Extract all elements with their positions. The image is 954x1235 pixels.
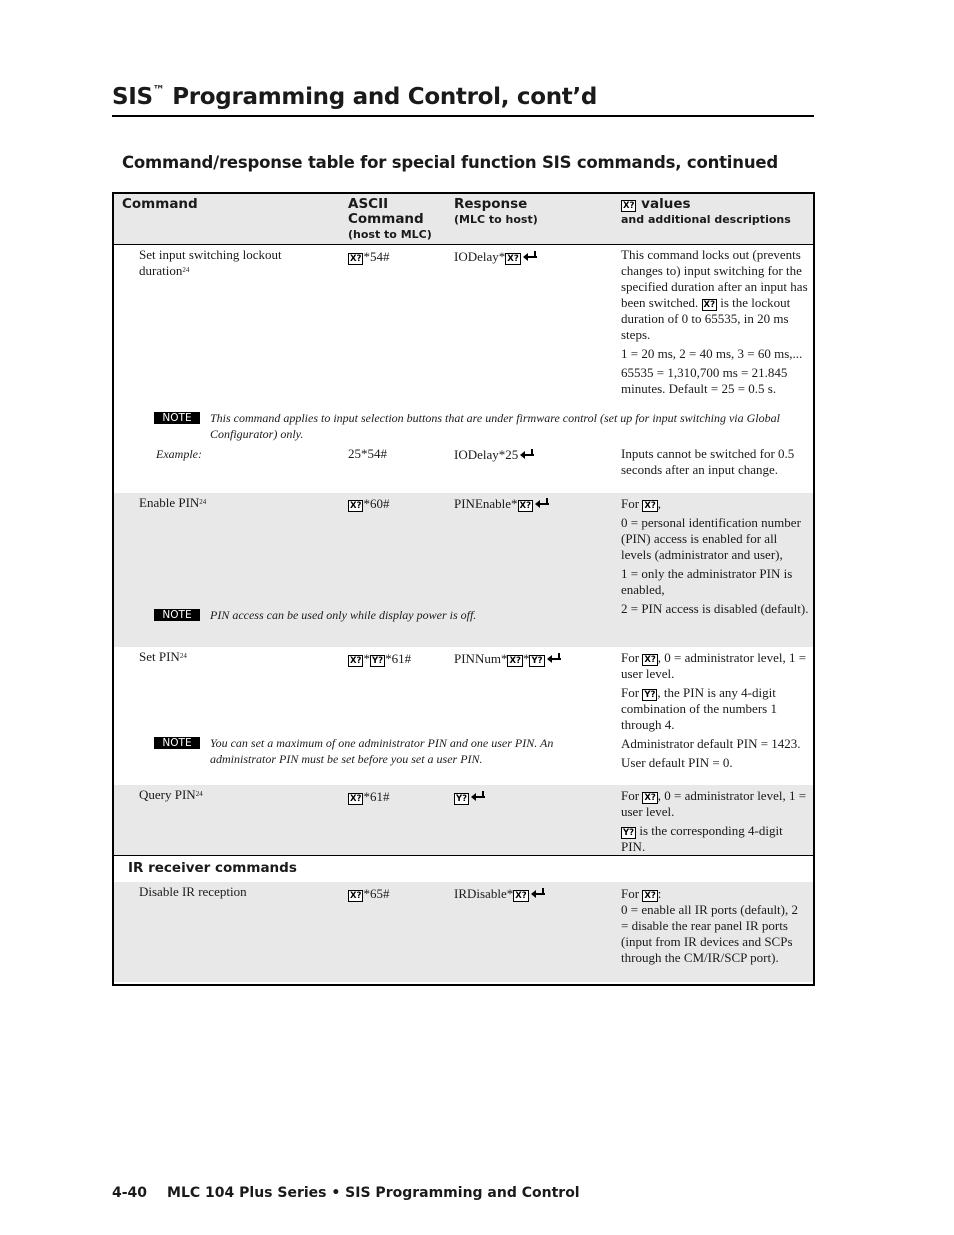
response: IRDisable* X? xyxy=(454,886,545,902)
variable-box-icon: X? xyxy=(515,891,527,901)
variable-box-icon: X? xyxy=(350,891,362,901)
description: For X? , 0 = personal identification number (PIN) access is enabled for all levels (administrator and user), 1 = only the administrator PIN is enabled, 2 = PIN access is disabled (default). xyxy=(621,496,809,616)
page-title xyxy=(112,84,597,110)
header-response-sub: (MLC to host) xyxy=(454,213,538,226)
note-badge: NOTE xyxy=(154,412,200,424)
page-number: 4-40 xyxy=(112,1185,148,1201)
example-label: Example: xyxy=(156,447,202,461)
command-name: Disable IR reception xyxy=(139,884,247,899)
description: For X? , 0 = administrator level, 1 = user level. For Y? , the PIN is any 4-digit combination of the numbers 1 through 4. Administrator default PIN = 1423. User default PIN = 0. xyxy=(621,650,809,774)
ascii-command: X? *54# xyxy=(350,249,390,264)
variable-box-icon: X? xyxy=(350,656,362,666)
section-subtitle: Command/response table for special function SIS commands, continued xyxy=(122,153,778,172)
variable-box-icon: Y? xyxy=(456,794,468,804)
variable-box-icon: X? xyxy=(350,501,362,511)
footnote-ref: 24 xyxy=(199,498,207,506)
description-line: User default PIN = 0. xyxy=(621,755,733,770)
description: For X? , 0 = administrator level, 1 = user level. Y? is the corresponding 4-digit PIN. xyxy=(621,788,807,854)
page-header xyxy=(112,82,814,117)
example-description: Inputs cannot be switched for 0.5 seconds after an input change. xyxy=(621,446,795,477)
variable-box-icon: X? xyxy=(350,254,362,264)
variable-box-icon: Y? xyxy=(623,828,635,838)
variable-box-icon: X? xyxy=(507,254,519,264)
description-line: 1 = only the administrator PIN is enabled, xyxy=(621,566,793,597)
header-values-label: values xyxy=(636,196,691,212)
variable-box-icon: X? xyxy=(509,656,521,666)
command-name: Set PIN$^{24}$ xyxy=(139,649,187,664)
title-prefix: SIS xyxy=(112,84,153,110)
variable-box-icon: X? xyxy=(623,201,635,211)
command-name: Query PIN$^{24}$ xyxy=(139,787,203,802)
response: PINEnable* X? xyxy=(454,496,549,512)
note-badge: NOTE xyxy=(154,737,200,749)
row-disable-ir xyxy=(114,882,813,982)
return-arrow-icon xyxy=(531,888,545,898)
variable-box-icon: X? xyxy=(519,501,532,511)
variable-box-icon: X? xyxy=(644,655,656,665)
note-text: PIN access can be used only while display power is off. xyxy=(210,608,477,622)
section-divider xyxy=(114,855,813,856)
header-ascii-sub: (host to MLC) xyxy=(348,228,432,241)
response: PINNum* X? * Y? xyxy=(454,651,561,667)
row-enable-pin xyxy=(114,493,813,647)
header-ascii-line2: Command xyxy=(348,211,424,227)
page-footer xyxy=(112,1185,580,1201)
header-ascii-line1: ASCII xyxy=(348,196,389,212)
variable-box-icon: X? xyxy=(703,300,715,310)
description-line: 1 = 20 ms, 2 = 40 ms, 3 = 60 ms,... xyxy=(621,346,803,361)
ascii-command: X? *61# xyxy=(350,789,390,804)
return-arrow-icon xyxy=(520,449,534,459)
footer-text: MLC 104 Plus Series • SIS Programming and Control xyxy=(167,1185,580,1201)
title-rest: Programming and Control, cont’d xyxy=(164,84,598,110)
note-badge: NOTE xyxy=(154,609,200,621)
description-line: 0 = enable all IR ports (default), 2 = disable the rear panel IR ports (input from IR devices and SCPs through the CM/IR/SCP port). xyxy=(621,902,798,965)
row-query-pin xyxy=(114,785,813,855)
description: This command locks out (prevents changes to) input switching for the specified duration after an input has been switched. X? is the lockout duration of 0 to 65535, in 20 ms steps. 1 = 20 ms, 2 = 40 ms, 3 = 60 ms,... 65535 = 1,310,700 ms = 21.845 minutes. Default = 25 = 0.5 s. xyxy=(621,247,808,396)
trademark-symbol: ™ xyxy=(152,83,165,97)
description: For X? : 0 = enable all IR ports (default), 2 = disable the rear panel IR ports (input from IR devices and SCPs through the CM/IR/SCP port). xyxy=(621,886,798,965)
variable-box-icon: X? xyxy=(644,793,656,803)
command-name: Enable PIN$^{24}$ xyxy=(139,495,207,510)
header-command: Command xyxy=(122,196,198,212)
example-command: 25*54# xyxy=(348,446,387,461)
variable-box-icon: X? xyxy=(350,794,362,804)
note-text: You can set a maximum of one administrator PIN and one user PIN. An administrator PIN must be set before you set a user PIN. xyxy=(210,736,554,766)
row-set-pin xyxy=(114,647,813,785)
footnote-ref: 24 xyxy=(182,266,190,274)
return-arrow-icon xyxy=(471,791,485,801)
variable-box-icon: X? xyxy=(644,501,656,511)
header-values xyxy=(621,197,791,227)
table-header xyxy=(114,194,813,245)
variable-box-icon: Y? xyxy=(371,656,384,666)
header-response-label: Response xyxy=(454,196,528,212)
footnote-ref: 24 xyxy=(195,790,203,798)
ascii-command: X? *65# xyxy=(350,886,390,901)
return-arrow-icon xyxy=(547,653,561,663)
note-text: This command applies to input selection buttons that are under firmware control (set up for input switching via Global Configurator) only. xyxy=(210,411,780,441)
variable-box-icon: Y? xyxy=(644,690,656,700)
return-arrow-icon xyxy=(535,498,549,508)
return-arrow-icon xyxy=(523,251,537,261)
footnote-ref: 24 xyxy=(179,652,187,660)
variable-box-icon: Y? xyxy=(531,656,543,666)
description-line: 0 = personal identification number (PIN) access is enabled for all levels (administrator and user), xyxy=(621,515,801,562)
response: IODelay* X? xyxy=(454,249,537,265)
ascii-command: X? *60# xyxy=(350,496,390,511)
header-ascii xyxy=(348,197,432,242)
command-table xyxy=(112,192,815,986)
description-line: 2 = PIN access is disabled (default). xyxy=(621,601,809,616)
description-line: Administrator default PIN = 1423. xyxy=(621,736,801,751)
header-response xyxy=(454,197,538,227)
description-line: 65535 = 1,310,700 ms = 21.845 minutes. Default = 25 = 0.5 s. xyxy=(621,365,788,396)
response xyxy=(454,789,485,805)
header-values-sub: and additional descriptions xyxy=(621,213,791,226)
example-response: IODelay*25 xyxy=(454,447,534,463)
section-heading-ir: IR receiver commands xyxy=(128,860,297,876)
row-lockout xyxy=(114,244,813,493)
command-name: Set input switching lockout duration$^{24}$ xyxy=(139,247,282,278)
variable-box-icon: X? xyxy=(644,891,656,901)
ascii-command: X? * Y? *61# xyxy=(350,651,412,666)
